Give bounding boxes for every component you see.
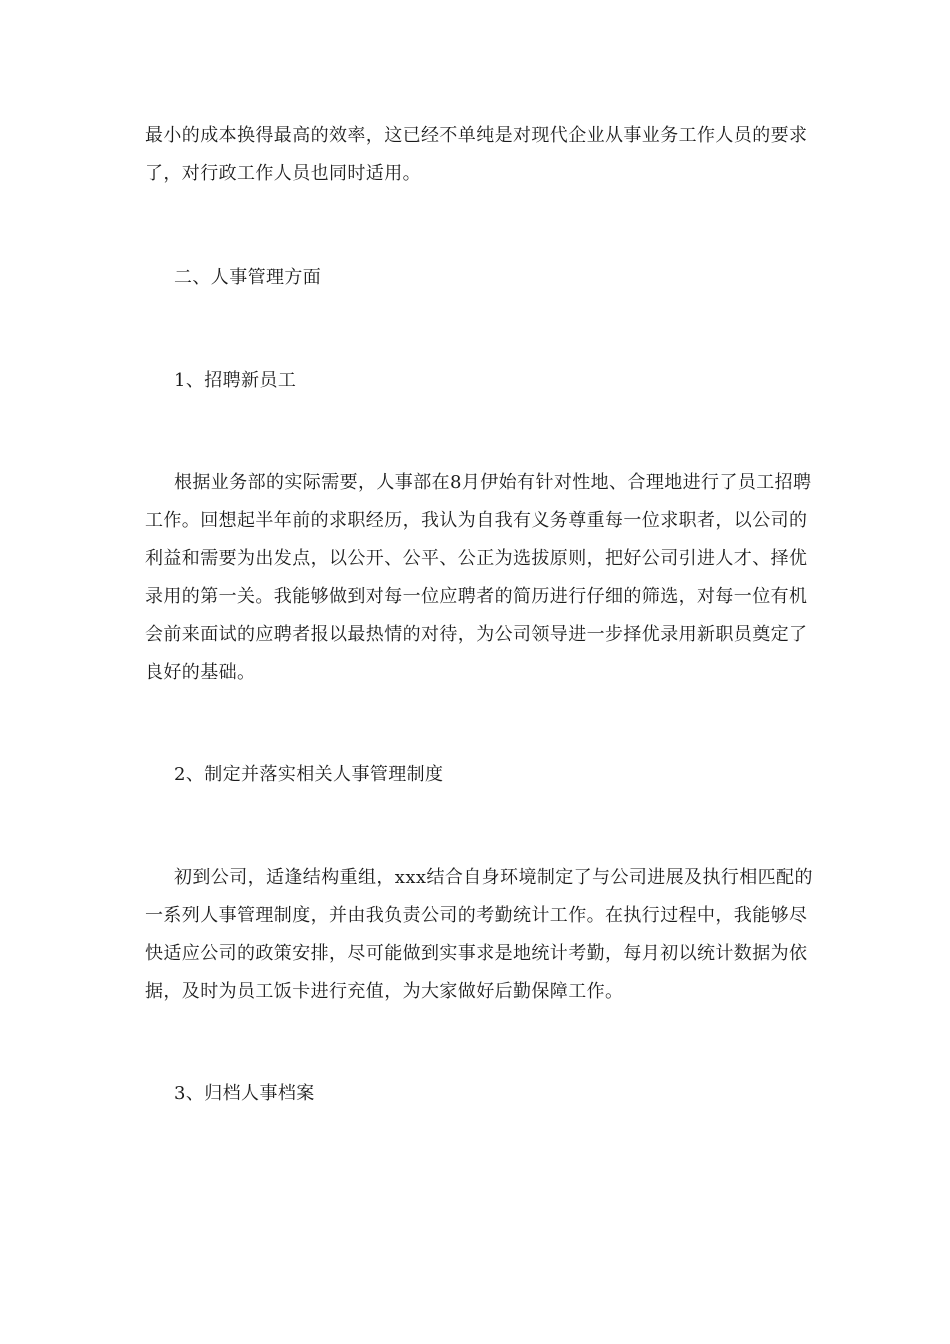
- paragraph-policies: 初到公司，适逢结构重组，xxx结合自身环境制定了与公司进展及执行相匹配的一系列人事管理制度，并由我负责公司的考勤统计工作。在执行过程中，我能够尽快适应公司的政策安排，尽可能做到实事求是地统计考勤，每月初以统计数据为依据，及时为员工饭卡进行充值，为大家做好后勤保障工作。: [145, 867, 813, 1002]
- paragraph-intro-continuation: 最小的成本换得最高的效率，这已经不单纯是对现代企业从事业务工作人员的要求了，对行政工作人员也同时适用。: [145, 125, 808, 184]
- section-heading-personnel-management: 二、人事管理方面: [174, 267, 322, 288]
- item-heading-policies: 2、制定并落实相关人事管理制度: [174, 764, 444, 785]
- item-heading-archives: 3、归档人事档案: [174, 1083, 315, 1104]
- paragraph-recruitment: 根据业务部的实际需要，人事部在8月伊始有针对性地、合理地进行了员工招聘工作。回想起半年前的求职经历，我认为自我有义务尊重每一位求职者，以公司的利益和需要为出发点，以公开、公平、公正为选拔原则，把好公司引进人才、择优录用的第一关。我能够做到对每一位应聘者的简历进行仔细的筛选，对每一位有机会前来面试的应聘者报以最热情的对待，为公司领导进一步择优录用新职员奠定了良好的基础。: [145, 472, 812, 683]
- item-heading-recruitment: 1、招聘新员工: [174, 370, 297, 391]
